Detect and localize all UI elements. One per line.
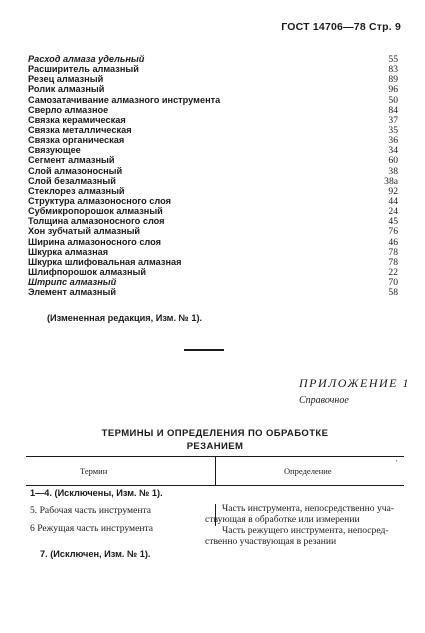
- index-entry: [28, 115, 398, 125]
- index-page-number: 70: [388, 277, 398, 289]
- index-page-number: 38: [388, 165, 398, 177]
- index-entry: [28, 125, 398, 135]
- index-entry: [28, 226, 398, 236]
- index-entry: [28, 277, 398, 287]
- index-page-number: 34: [388, 145, 398, 157]
- index-page-number: 22: [388, 266, 398, 278]
- index-entry: [28, 176, 398, 186]
- index-entry: [28, 145, 398, 155]
- index-page-number: 36: [388, 135, 398, 147]
- index-page-number: 89: [388, 74, 398, 86]
- index-page-number: 84: [388, 104, 398, 116]
- alphabetical-index: [28, 54, 398, 297]
- appendix-subtitle: Справочное: [299, 395, 349, 406]
- index-page-number: 46: [388, 236, 398, 248]
- index-term: Толщина алмазоносного слоя: [28, 216, 165, 227]
- table-cell-term: 7. (Исключен, Изм. № 1).: [40, 549, 151, 559]
- index-page-number: 76: [388, 226, 398, 238]
- index-entry: [28, 54, 398, 64]
- terms-heading-line1: ТЕРМИНЫ И ОПРЕДЕЛЕНИЯ ПО ОБРАБОТКЕ: [101, 428, 329, 439]
- table-cell-definition: Часть режущего инструмента, непосред-: [222, 525, 389, 536]
- index-entry: [28, 74, 398, 84]
- index-term: Связка керамическая: [28, 114, 126, 125]
- column-header-definition: Определение: [284, 466, 332, 476]
- table-cell-term: 1—4. (Исключены, Изм. № 1).: [30, 488, 163, 498]
- index-entry: [28, 216, 398, 226]
- table-header: [26, 456, 404, 486]
- index-term: Связка металлическая: [28, 124, 132, 135]
- page-header: ГОСТ 14706—78 Стр. 9: [281, 21, 401, 33]
- index-term: Сегмент алмазный: [28, 155, 115, 166]
- index-entry: [28, 206, 398, 216]
- index-entry: [28, 95, 398, 105]
- amendment-note: (Измененная редакция, Изм. № 1).: [47, 313, 203, 323]
- terms-heading: [30, 427, 400, 453]
- index-entry: [28, 135, 398, 145]
- index-page-number: 50: [388, 94, 398, 106]
- index-term: Шлифпорошок алмазный: [28, 266, 147, 277]
- index-term: Слой безалмазный: [28, 175, 116, 186]
- index-page-number: 37: [388, 114, 398, 126]
- index-term: Связка органическая: [28, 135, 125, 146]
- index-term: Сверло алмазное: [28, 104, 109, 115]
- table-cell-term: 5. Рабочая часть инструмента: [30, 505, 152, 516]
- index-term: Штрипс алмазный: [28, 277, 117, 288]
- section-separator: [184, 349, 224, 351]
- index-term: Слой алмазоносный: [28, 165, 123, 176]
- index-term: Резец алмазный: [28, 74, 104, 85]
- index-term: Структура алмазоносного слоя: [28, 195, 171, 206]
- index-term: Элемент алмазный: [28, 287, 116, 298]
- appendix-title: ПРИЛОЖЕНИЕ 1: [299, 376, 410, 390]
- index-entry: [28, 105, 398, 115]
- index-entry: [28, 155, 398, 165]
- index-entry: [28, 237, 398, 247]
- index-term: Стеклорез алмазный: [28, 185, 125, 196]
- index-page-number: 96: [388, 84, 398, 96]
- stray-mark: ′: [396, 459, 398, 467]
- index-term: Субмикропорошок алмазный: [28, 206, 163, 217]
- index-page-number: 83: [388, 64, 398, 76]
- index-page-number: 55: [388, 54, 398, 65]
- index-entry: [28, 64, 398, 74]
- index-term: Ролик алмазный: [28, 84, 105, 95]
- table-cell-definition: Часть инструмента, непосредственно уча-: [222, 503, 395, 514]
- table-cell-term: 6 Режущая часть инструмента: [30, 523, 154, 534]
- index-entry: [28, 166, 398, 176]
- index-term: Шкурка шлифовальная алмазная: [28, 256, 182, 267]
- index-entry: [28, 267, 398, 277]
- index-entry: [28, 287, 398, 297]
- index-entry: [28, 196, 398, 206]
- index-page-number: 78: [388, 246, 398, 258]
- column-header-term: Термин: [80, 466, 108, 476]
- index-term: Ширина алмазоносного слоя: [28, 236, 162, 247]
- index-entry: [28, 84, 398, 94]
- index-term: Шкурка алмазная: [28, 246, 109, 257]
- index-term: Связующее: [28, 145, 81, 156]
- index-entry: [28, 186, 398, 196]
- index-page-number: 44: [388, 195, 398, 207]
- index-page-number: 60: [388, 155, 398, 167]
- index-entry: [28, 257, 398, 267]
- table-cell-definition: ственно участвующая в резании: [205, 536, 337, 547]
- index-term: Расширитель алмазный: [28, 64, 139, 75]
- index-page-number: 78: [388, 256, 398, 268]
- table-cell-definition: ствующая в обработке или измерении: [205, 514, 360, 525]
- index-entry: [28, 247, 398, 257]
- index-page-number: 38а: [384, 175, 398, 187]
- index-page-number: 92: [388, 185, 398, 197]
- column-divider: [215, 457, 216, 485]
- terms-heading-line2: РЕЗАНИЕМ: [186, 441, 244, 452]
- index-page-number: 24: [388, 206, 398, 218]
- index-page-number: 58: [388, 287, 398, 299]
- index-term: Хон зубчатый алмазный: [28, 226, 141, 237]
- index-page-number: 35: [388, 124, 398, 136]
- index-page-number: 45: [388, 216, 398, 228]
- index-term: Расход алмаза удельный: [28, 54, 145, 64]
- index-term: Самозатачивание алмазного инструмента: [28, 94, 221, 105]
